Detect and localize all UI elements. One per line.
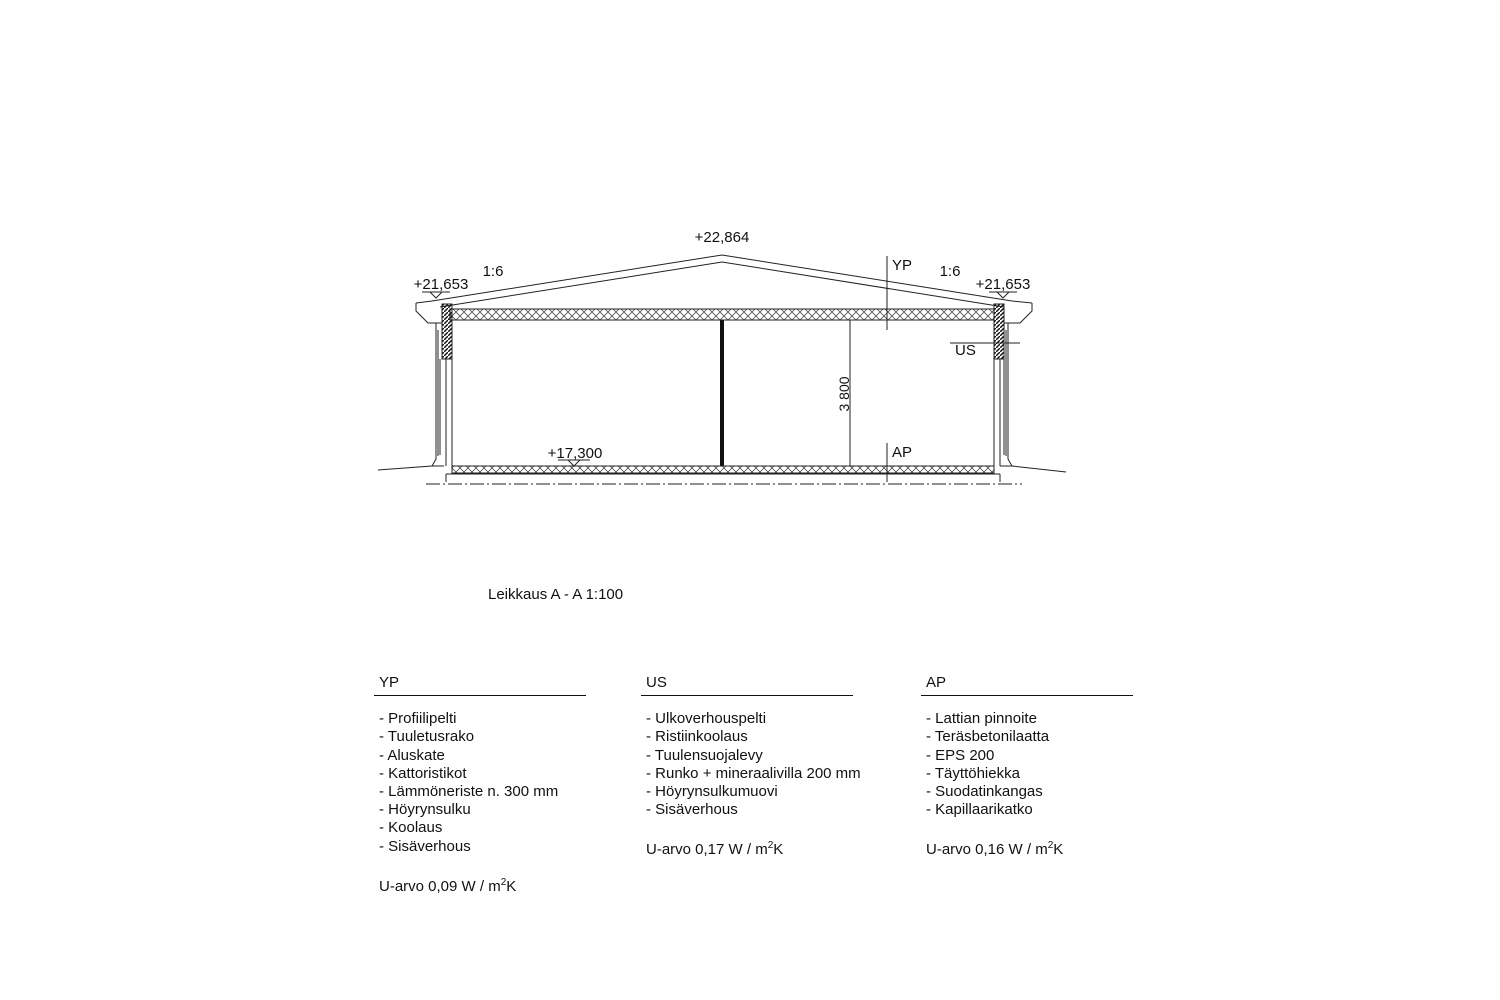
ceiling-insulation — [450, 309, 994, 320]
list-item: - Teräsbetonilaatta — [926, 728, 1050, 746]
level-marker-floor — [548, 445, 603, 466]
svg-text:YP: YP — [892, 257, 913, 274]
central-partition — [720, 320, 724, 466]
level-marker-eave-left — [414, 276, 469, 298]
list-item: - Höyrynsulku — [379, 801, 471, 819]
list-item: - Täyttöhiekka — [926, 764, 1020, 782]
list-item: - Lämmöneriste n. 300 mm — [379, 783, 559, 801]
svg-text:AP: AP — [892, 444, 913, 461]
section-caption: Leikkaus A - A 1:100 — [488, 586, 624, 603]
list-item: - EPS 200 — [926, 746, 995, 764]
list-item: - Ulkoverhouspelti — [646, 710, 767, 728]
tag-wall — [950, 336, 1020, 359]
layer-list — [641, 710, 871, 819]
height-dimension-label: 3 800 — [836, 376, 852, 412]
svg-text:+17,300: +17,300 — [547, 445, 603, 462]
list-item: - Profiilipelti — [379, 710, 457, 728]
slope-label-right: 1:6 — [939, 263, 961, 280]
svg-text:+22,864: +22,864 — [694, 229, 750, 246]
list-item: - Tuuletusrako — [379, 728, 475, 746]
list-item: - Lattian pinnoite — [926, 710, 1037, 728]
svg-text:+21,653: +21,653 — [975, 276, 1031, 293]
slope-label-left: 1:6 — [482, 263, 504, 280]
spec-title: YP — [374, 674, 586, 696]
svg-text:US: US — [955, 342, 976, 359]
spec-title: AP — [921, 674, 1133, 696]
level-marker-ridge — [695, 229, 750, 246]
tag-floor — [887, 443, 912, 482]
list-item: - Aluskate — [379, 746, 445, 764]
layer-list — [374, 710, 604, 856]
list-item: - Ristiinkoolaus — [646, 728, 748, 746]
layer-list — [921, 710, 1151, 819]
floor-slab — [446, 466, 1000, 482]
u-value: U-arvo 0,16 W / $m^2K$ — [926, 840, 1064, 859]
list-item: - Sisäverhous — [379, 837, 471, 855]
spec-title: US — [641, 674, 853, 696]
spec-floor — [921, 674, 1151, 860]
svg-text:+21,653: +21,653 — [413, 276, 469, 293]
list-item: - Koolaus — [379, 819, 443, 837]
u-value: U-arvo 0,09 W / $m^2K$ — [379, 876, 517, 895]
list-item: - Sisäverhous — [646, 801, 738, 819]
list-item: - Runko + mineraalivilla 200 mm — [646, 764, 861, 782]
list-item: - Tuulensuojalevy — [646, 746, 763, 764]
spec-wall — [641, 674, 871, 860]
right-wall — [994, 303, 1032, 466]
list-item: - Kattoristikot — [379, 764, 467, 782]
u-value: U-arvo 0,17 W / $m^2K$ — [646, 840, 784, 859]
left-wall — [416, 303, 452, 466]
list-item: - Suodatinkangas — [926, 783, 1043, 801]
list-item: - Kapillaarikatko — [926, 801, 1033, 819]
list-item: - Höyrynsulkumuovi — [646, 783, 778, 801]
spec-roof — [374, 674, 604, 896]
level-marker-eave-right — [976, 276, 1031, 298]
